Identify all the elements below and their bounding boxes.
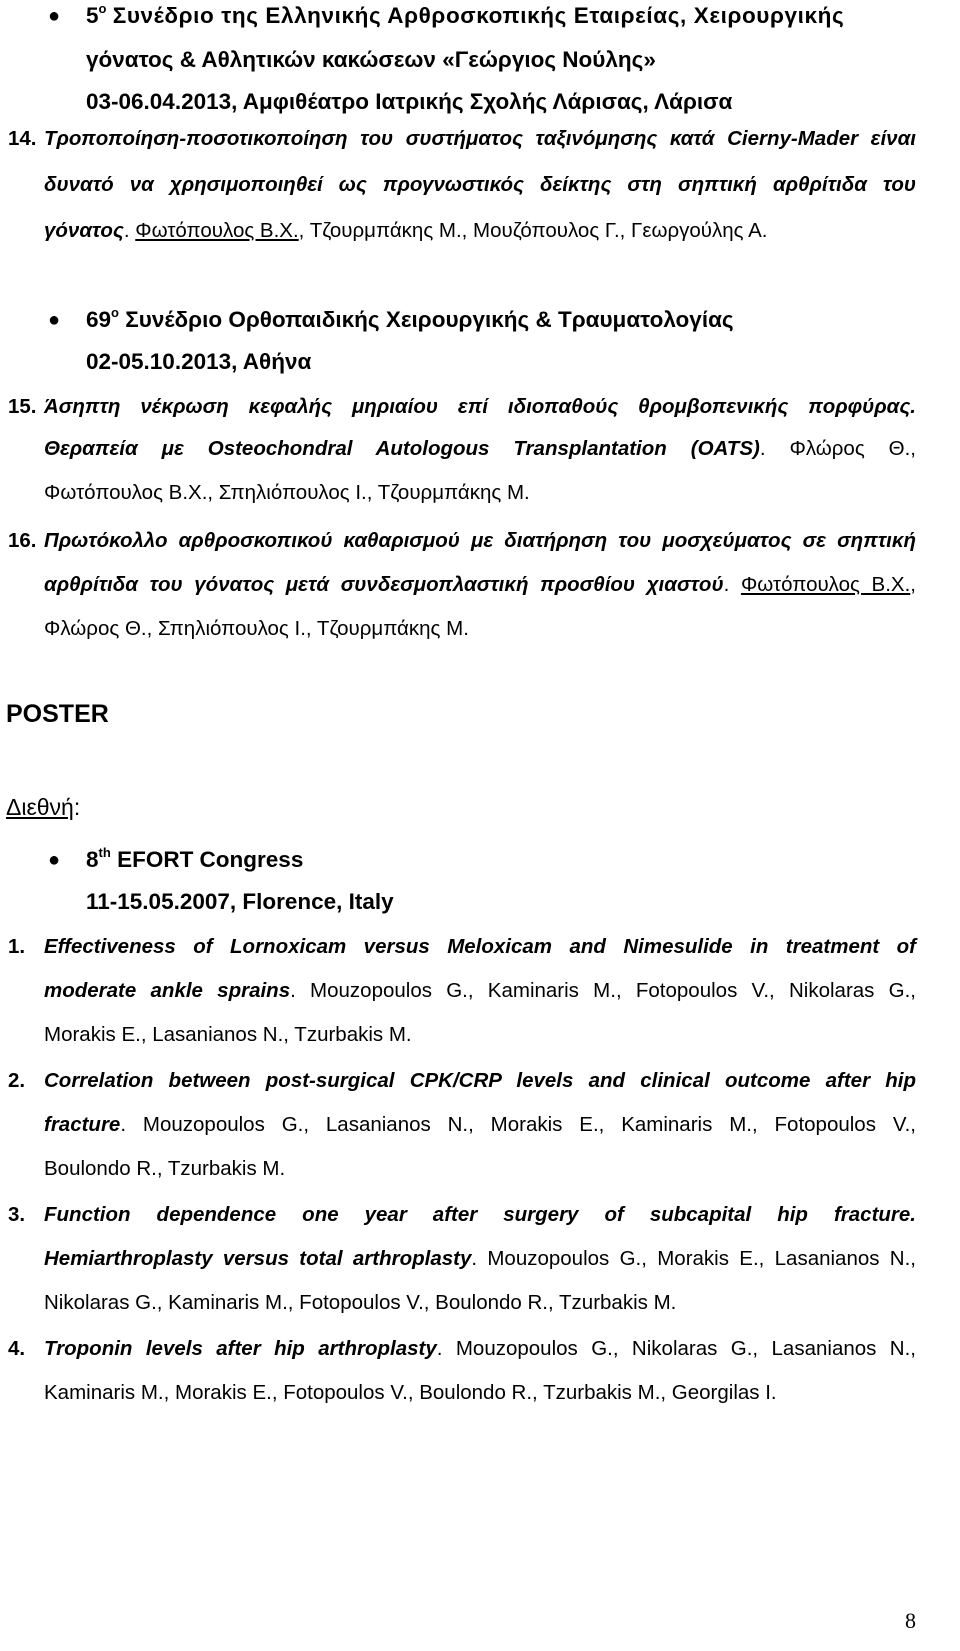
conference-title-line xyxy=(86,298,734,342)
entry-number: 4. xyxy=(8,1337,26,1360)
entry-title-authors-line xyxy=(44,562,916,608)
conference-number: 69 xyxy=(86,307,112,332)
entry-number: 14. xyxy=(8,127,37,150)
authors: . Mouzopoulos G., Nikolaras G., Lasanianos N., xyxy=(436,1337,917,1360)
conference-title: Συνέδριο της Ελληνικής Αρθροσκοπικής Εταιρείας, Χειρουργικής xyxy=(112,3,845,28)
conference-date-venue: 11-15.05.2007, Florence, Italy xyxy=(86,889,394,914)
conference-title-line xyxy=(86,0,844,38)
entry-title-authors-line xyxy=(44,968,916,1014)
entry-title-end: αρθρίτιδα του γόνατος μετά συνδεσμοπλαστική προσθίου χιαστού xyxy=(44,573,724,596)
entry-authors-line: Kaminaris M., Morakis E., Fotopoulos V., Boulondo R., Tzurbakis M., Georgilas I. xyxy=(44,1381,777,1404)
entry-authors-line: Φλώρος Θ., Σπηλιόπουλος Ι., Τζουρμπάκης Μ. xyxy=(44,617,469,640)
entry-title-line: Effectiveness of Lornoxicam versus Meloxicam and Nimesulide in treatment of xyxy=(44,935,916,958)
separator: . xyxy=(123,219,136,242)
ordinal-superscript: ο xyxy=(111,304,119,320)
entry-number: 16. xyxy=(8,529,37,552)
conference-title: Συνέδριο Ορθοπαιδικής Χειρουργικής & Τραυματολογίας xyxy=(125,307,734,332)
ordinal-superscript: ο xyxy=(98,0,107,16)
authors: . Mouzopoulos G., Morakis E., Lasanianos N., xyxy=(471,1247,917,1270)
authors: , Τζουρμπάκης Μ., Μουζόπουλος Γ., Γεωργούλης Α. xyxy=(298,219,768,242)
entry-title-end: moderate ankle sprains xyxy=(44,979,291,1002)
conference-title-line xyxy=(86,838,303,882)
bullet-icon: ● xyxy=(48,849,61,871)
bullet-icon: ● xyxy=(48,5,61,27)
authors: . Φλώρος Θ., xyxy=(759,437,916,460)
highlighted-author: Φωτόπουλος Β.Χ. xyxy=(740,573,911,596)
page-number: 8 xyxy=(905,1608,916,1633)
entry-authors-line: Morakis E., Lasanianos N., Tzurbakis M. xyxy=(44,1023,412,1046)
conference-number: 5 xyxy=(86,3,99,28)
entry-number: 3. xyxy=(8,1203,26,1226)
entry-number: 2. xyxy=(8,1069,26,1092)
entry-title-line: Πρωτόκολλο αρθροσκοπικού καθαρισμού με διατήρηση του μοσχεύματος σε σηπτική xyxy=(44,529,916,552)
authors: . Mouzopoulos G., Kaminaris M., Fotopoulos V., Nikolaras G., xyxy=(290,979,916,1002)
separator: . xyxy=(723,573,741,596)
entry-title-line: Άσηπτη νέκρωση κεφαλής μηριαίου επί ιδιοπαθούς θρομβοπενικής πορφύρας. xyxy=(44,395,916,418)
entry-title-end: fracture xyxy=(44,1113,121,1136)
entry-authors-line: Boulondo R., Tzurbakis M. xyxy=(44,1157,286,1180)
separator: , xyxy=(910,573,916,596)
entry-title-authors-line xyxy=(44,1236,916,1282)
entry-title-line: Correlation between post-surgical CPK/CRP levels and clinical outcome after hip xyxy=(44,1069,916,1092)
bullet-icon: ● xyxy=(48,309,61,331)
entry-title-line: Τροποποίηση-ποσοτικοποίηση του συστήματος ταξινόμησης κατά Cierny-Mader είναι xyxy=(44,127,916,150)
entry-title: Troponin levels after hip arthroplasty xyxy=(44,1337,437,1360)
entry-title-authors-line xyxy=(44,1326,916,1372)
entry-title-authors-line xyxy=(44,426,916,472)
entry-authors-line xyxy=(44,208,916,254)
highlighted-author: Φωτόπουλος Β.Χ. xyxy=(135,219,299,242)
conference-title: EFORT Congress xyxy=(117,847,304,872)
entry-title-authors-line xyxy=(44,1102,916,1148)
conference-number: 8 xyxy=(86,847,99,872)
conference-date-venue: 03-06.04.2013, Αμφιθέατρο Ιατρικής Σχολής Λάρισας, Λάρισα xyxy=(86,89,733,114)
authors: . Mouzopoulos G., Lasanianos N., Morakis E., Kaminaris M., Fotopoulos V., xyxy=(120,1113,916,1136)
entry-authors-line: Nikolaras G., Kaminaris M., Fotopoulos V., Boulondo R., Tzurbakis M. xyxy=(44,1291,677,1314)
entry-title-line: δυνατό να χρησιμοποιηθεί ως προγνωστικός δείκτης στη σηπτική αρθρίτιδα του xyxy=(44,173,916,196)
international-heading-label: Διεθνή xyxy=(6,794,74,820)
heading-colon: : xyxy=(73,794,81,820)
conference-title-line-2: γόνατος & Αθλητικών κακώσεων «Γεώργιος Νούλης» xyxy=(86,47,656,72)
entry-number: 1. xyxy=(8,935,26,958)
entry-title-line: Function dependence one year after surgery of subcapital hip fracture. xyxy=(44,1203,916,1226)
international-heading xyxy=(6,794,80,821)
conference-date-venue: 02-05.10.2013, Αθήνα xyxy=(86,349,312,374)
entry-authors-line: Φωτόπουλος Β.Χ., Σπηλιόπουλος Ι., Τζουρμπάκης Μ. xyxy=(44,481,530,504)
poster-heading: POSTER xyxy=(6,700,109,728)
entry-title-end: Hemiarthroplasty versus total arthroplasty xyxy=(44,1247,472,1270)
entry-title-end: Θεραπεία με Osteochondral Autologous Transplantation (OATS) xyxy=(44,437,760,460)
entry-title-end: γόνατος xyxy=(44,219,124,242)
ordinal-superscript: th xyxy=(98,844,111,860)
entry-number: 15. xyxy=(8,395,37,418)
